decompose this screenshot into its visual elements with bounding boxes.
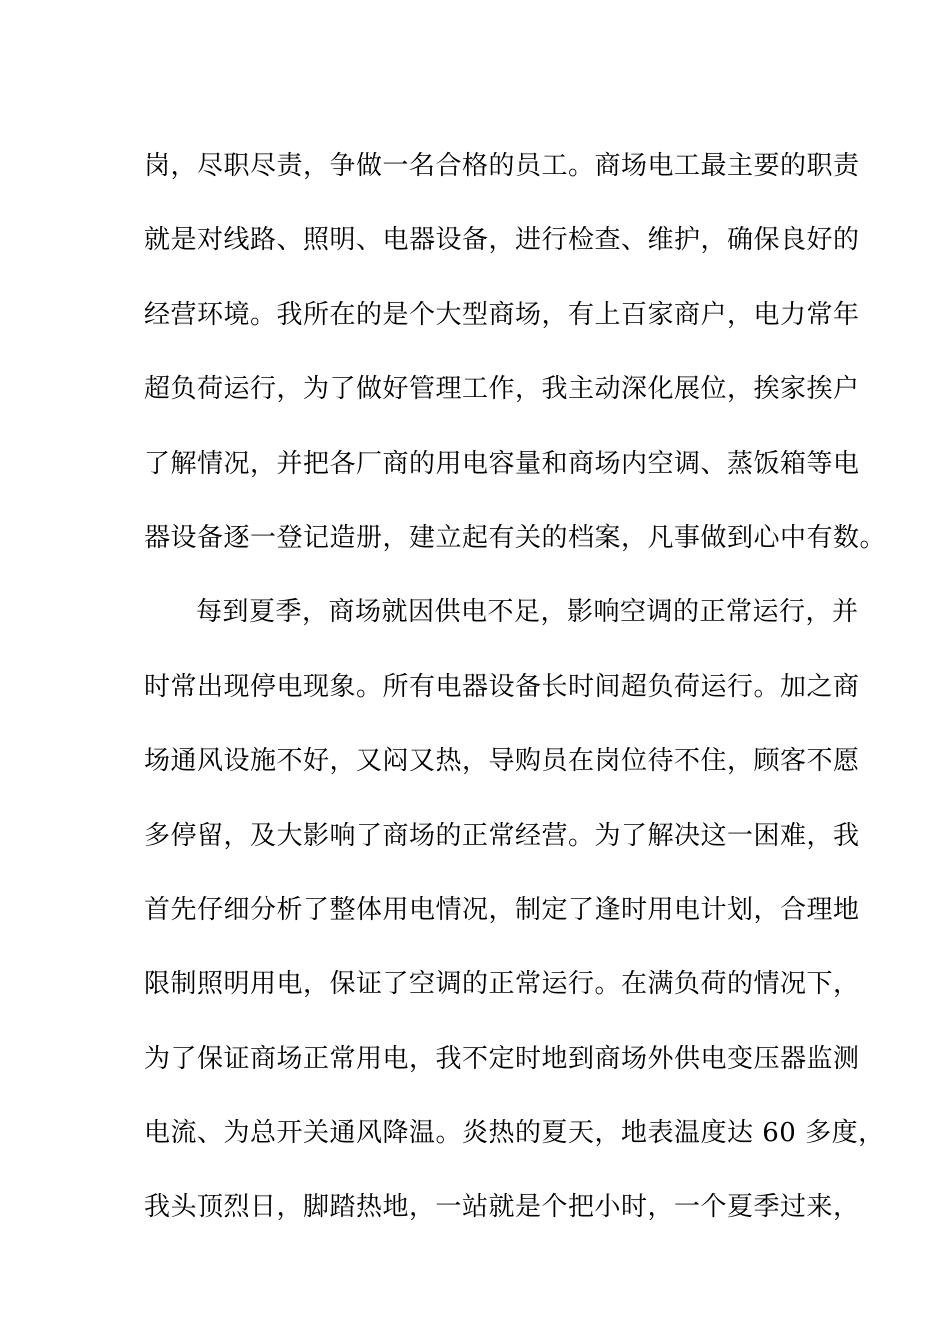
text-line: 就是对线路、照明、电器设备，进行检查、维护，确保良好的 [144,225,860,256]
text-line: 多停留，及大影响了商场的正常经营。为了解决这一困难，我 [144,820,860,851]
text-line: 场通风设施不好，又闷又热，导购员在岗位待不住，顾客不愿 [144,746,860,777]
text-line: 首先仔细分析了整体用电情况，制定了逢时用电计划，合理地 [144,894,860,925]
paragraph-start-line: 每到夏季，商场就因供电不足，影响空调的正常运行，并 [196,597,859,628]
text-line: 为了保证商场正常用电，我不定时地到商场外供电变压器监测 [144,1043,860,1074]
text-line: 器设备逐一登记造册，建立起有关的档案，凡事做到心中有数。 [144,522,887,553]
text-line: 经营环境。我所在的是个大型商场，有上百家商户，电力常年 [144,299,860,330]
body-text [144,129,887,1245]
text-line: 时常出现停电现象。所有电器设备长时间超负荷运行。加之商 [144,671,860,702]
text-line: 岗，尽职尽责，争做一名合格的员工。商场电工最主要的职责 [144,151,860,181]
text-line: 超负荷运行，为了做好管理工作，我主动深化展位，挨家挨户 [144,374,860,405]
text-line: 限制照明用电，保证了空调的正常运行。在满负荷的情况下， [144,969,860,1000]
text-line: 电流、为总开关通风降温。炎热的夏天，地表温度达 60 多度， [144,1118,885,1149]
text-line: 了解情况，并把各厂商的用电容量和商场内空调、蒸饭箱等电 [144,448,860,479]
text-line: 我头顶烈日，脚踏热地，一站就是个把小时，一个夏季过来， [144,1192,860,1223]
